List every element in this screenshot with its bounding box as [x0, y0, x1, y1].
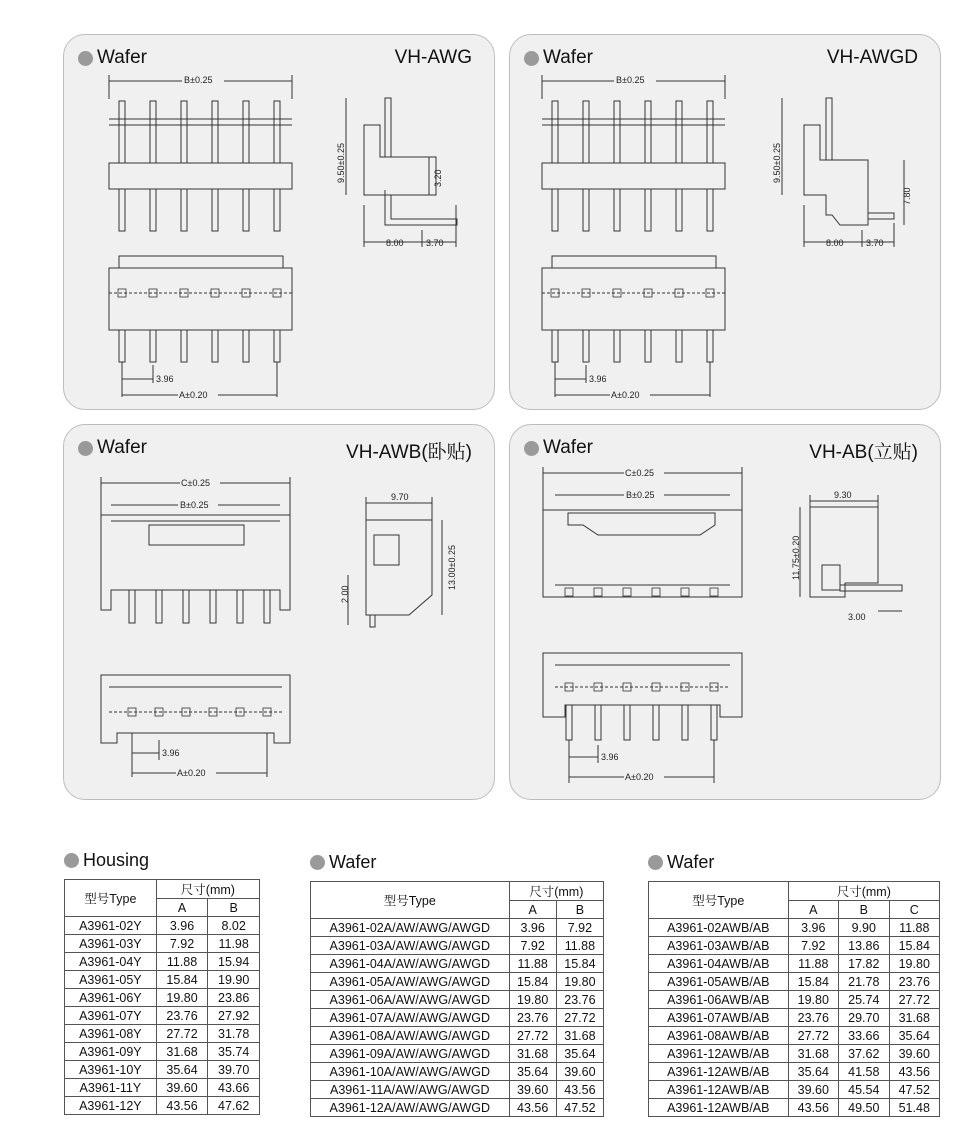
table-cell: A3961-08AWB/AB [649, 1027, 789, 1045]
table-row [65, 1007, 260, 1025]
dim-height: 13.00±0.25 [447, 545, 457, 590]
table-cell: 43.56 [788, 1099, 838, 1117]
table-cell: A3961-02A/AW/AWG/AWGD [311, 919, 510, 937]
dim-height-2: 2.00 [340, 585, 350, 603]
table-cell: 19.80 [509, 991, 556, 1009]
table-cell: 23.76 [788, 1009, 838, 1027]
dim-height: 11.75±0.20 [791, 535, 801, 580]
table-cell: A3961-12Y [65, 1097, 157, 1115]
drawing-vh-ab [510, 425, 940, 799]
dim-c: C±0.25 [625, 468, 654, 478]
table-cell: A3961-07AWB/AB [649, 1009, 789, 1027]
table-cell: A3961-11A/AW/AWG/AWGD [311, 1081, 510, 1099]
pin-row-bottom [566, 705, 717, 740]
panel-vh-ab [509, 424, 941, 800]
table-cell: 35.64 [889, 1027, 940, 1045]
table-cell: 7.92 [556, 919, 603, 937]
panel-model-name: VH-AWG [394, 47, 472, 68]
dim-b: B±0.25 [616, 75, 645, 85]
dim-a: A±0.20 [611, 390, 640, 400]
table-cell: 43.56 [889, 1063, 940, 1081]
table-row [65, 935, 260, 953]
header-body-bottom [109, 268, 292, 330]
table-cell: 27.72 [556, 1009, 603, 1027]
table-cell: 39.60 [889, 1045, 940, 1063]
bullet-icon [648, 855, 663, 870]
bullet-icon [310, 855, 325, 870]
table-cell: A3961-12AWB/AB [649, 1045, 789, 1063]
table-cell: 23.76 [156, 1007, 208, 1025]
table-cell: 3.96 [156, 917, 208, 935]
table-cell: 31.68 [156, 1043, 208, 1061]
table-row [311, 1009, 604, 1027]
table-cell: 11.88 [509, 955, 556, 973]
table-cell: 3.96 [788, 919, 838, 937]
size-header: 尺寸(mm) [788, 882, 939, 901]
table-row [311, 1081, 604, 1099]
wafer-smd-table [648, 881, 940, 1117]
table-row [649, 1045, 940, 1063]
table-cell: A3961-11Y [65, 1079, 157, 1097]
panel-title-text: Wafer [97, 437, 147, 458]
table-cell: 29.70 [839, 1009, 889, 1027]
dim-height: 9.50±0.25 [772, 143, 782, 183]
table-cell: A3961-05A/AW/AWG/AWGD [311, 973, 510, 991]
pin-row-bottom [119, 330, 280, 362]
table-cell: A3961-08A/AW/AWG/AWGD [311, 1027, 510, 1045]
dim-width-1: 8.00 [386, 238, 404, 248]
table-cell: 43.56 [156, 1097, 208, 1115]
table-row [649, 1081, 940, 1099]
dim-width-2: 3.70 [426, 238, 444, 248]
dim-c: C±0.25 [181, 478, 210, 488]
table-cell: 35.64 [788, 1063, 838, 1081]
table-row [649, 1027, 940, 1045]
table-title: Housing [83, 850, 150, 870]
table-cell: 31.68 [788, 1045, 838, 1063]
table-row [65, 1025, 260, 1043]
table-cell: A3961-10Y [65, 1061, 157, 1079]
dim-b: B±0.25 [184, 75, 213, 85]
table-cell: 15.84 [156, 971, 208, 989]
table-row [65, 1097, 260, 1115]
table-cell: A3961-04AWB/AB [649, 955, 789, 973]
header-body-top [542, 163, 725, 189]
size-header: 尺寸(mm) [509, 882, 603, 901]
table-cell: A3961-12AWB/AB [649, 1099, 789, 1117]
table-row [311, 1045, 604, 1063]
panel-title-text: Wafer [543, 47, 593, 68]
type-header: 型号Type [649, 882, 789, 919]
table-cell: A3961-02AWB/AB [649, 919, 789, 937]
drawing-vh-awgd [510, 35, 940, 409]
panel-title-text: Wafer [543, 437, 593, 458]
header-body-top [109, 163, 292, 189]
table-cell: 27.72 [889, 991, 940, 1009]
table-cell: 13.86 [839, 937, 889, 955]
table-title: Wafer [329, 852, 377, 872]
table-cell: 23.76 [509, 1009, 556, 1027]
dim-b: B±0.25 [626, 490, 655, 500]
column-header: C [889, 901, 940, 919]
table-cell: 43.66 [208, 1079, 260, 1097]
table-cell: 35.64 [509, 1063, 556, 1081]
dim-width: 9.70 [391, 492, 409, 502]
table-cell: 19.90 [208, 971, 260, 989]
table-cell: 7.92 [509, 937, 556, 955]
table-cell: 39.60 [556, 1063, 603, 1081]
table-row [311, 991, 604, 1009]
table-cell: A3961-07A/AW/AWG/AWGD [311, 1009, 510, 1027]
table-row [65, 989, 260, 1007]
table-cell: 15.84 [509, 973, 556, 991]
table-cell: 19.80 [889, 955, 940, 973]
housing-table-block [64, 850, 260, 1115]
table-cell: 39.70 [208, 1061, 260, 1079]
table-cell: 17.82 [839, 955, 889, 973]
table-cell: 43.56 [509, 1099, 556, 1117]
table-cell: A3961-05Y [65, 971, 157, 989]
table-cell: 11.88 [556, 937, 603, 955]
table-row [649, 955, 940, 973]
panel-title-text: Wafer [97, 47, 147, 68]
table-cell: 35.64 [156, 1061, 208, 1079]
dim-width-1: 8.00 [826, 238, 844, 248]
table-cell: 15.84 [556, 955, 603, 973]
table-row [65, 1061, 260, 1079]
column-header: A [509, 901, 556, 919]
table-row [65, 1079, 260, 1097]
type-header: 型号Type [65, 880, 157, 917]
housing-table [64, 879, 260, 1115]
column-header: B [839, 901, 889, 919]
table-cell: A3961-09A/AW/AWG/AWGD [311, 1045, 510, 1063]
table-cell: 37.62 [839, 1045, 889, 1063]
table-cell: 3.96 [509, 919, 556, 937]
panel-vh-awgd [509, 34, 941, 410]
dim-width: 9.30 [834, 490, 852, 500]
table-cell: 51.48 [889, 1099, 940, 1117]
panel-model-name: VH-AB(立贴) [809, 442, 918, 463]
table-cell: 31.68 [889, 1009, 940, 1027]
table-cell: 23.86 [208, 989, 260, 1007]
table-row [649, 1099, 940, 1117]
table-cell: 41.58 [839, 1063, 889, 1081]
table-cell: 23.76 [556, 991, 603, 1009]
panel-model-name: VH-AWGD [826, 47, 918, 68]
panel-vh-awg [63, 34, 495, 410]
table-row [649, 991, 940, 1009]
table-cell: 31.68 [509, 1045, 556, 1063]
table-row [649, 919, 940, 937]
table-cell: 39.60 [156, 1079, 208, 1097]
column-header: B [556, 901, 603, 919]
dim-height-2: 7.80 [902, 187, 912, 205]
table-cell: 15.84 [788, 973, 838, 991]
table-cell: 35.74 [208, 1043, 260, 1061]
table-row [65, 917, 260, 935]
table-row [649, 1063, 940, 1081]
panel-vh-awb [63, 424, 495, 800]
pin-row-bottom [552, 330, 713, 362]
table-cell: A3961-08Y [65, 1025, 157, 1043]
panel-model-name: VH-AWB(卧贴) [346, 442, 472, 463]
dim-width-2: 3.70 [866, 238, 884, 248]
table-cell: 39.60 [788, 1081, 838, 1099]
type-header: 型号Type [311, 882, 510, 919]
table-heading [310, 852, 604, 873]
table-cell: 19.80 [556, 973, 603, 991]
table-cell: A3961-07Y [65, 1007, 157, 1025]
table-cell: 23.76 [889, 973, 940, 991]
column-header: B [208, 899, 260, 917]
drawing-vh-awb [64, 425, 494, 799]
table-cell: 21.78 [839, 973, 889, 991]
table-row [311, 919, 604, 937]
table-cell: 19.80 [156, 989, 208, 1007]
size-header: 尺寸(mm) [156, 880, 259, 899]
table-cell: A3961-03AWB/AB [649, 937, 789, 955]
table-cell: A3961-04Y [65, 953, 157, 971]
table-cell: 19.80 [788, 991, 838, 1009]
dim-width-2: 3.00 [848, 612, 866, 622]
table-cell: 27.72 [509, 1027, 556, 1045]
wafer-table-block [310, 852, 604, 1117]
table-cell: 11.88 [156, 953, 208, 971]
drawing-vh-awg [64, 35, 494, 409]
table-cell: 27.72 [788, 1027, 838, 1045]
table-row [311, 1027, 604, 1045]
table-cell: 11.88 [788, 955, 838, 973]
table-cell: 7.92 [788, 937, 838, 955]
table-row [65, 953, 260, 971]
table-cell: 33.66 [839, 1027, 889, 1045]
dim-a: A±0.20 [177, 768, 206, 778]
table-cell: A3961-05AWB/AB [649, 973, 789, 991]
dim-pitch: 3.96 [601, 752, 619, 762]
table-row [311, 1099, 604, 1117]
table-cell: 47.62 [208, 1097, 260, 1115]
dim-height: 9.50±0.25 [336, 143, 346, 183]
housing-body [543, 510, 742, 597]
table-cell: 31.78 [208, 1025, 260, 1043]
table-cell: 25.74 [839, 991, 889, 1009]
dim-pitch: 3.96 [156, 374, 174, 384]
dim-pitch: 3.96 [162, 748, 180, 758]
wafer-table [310, 881, 604, 1117]
table-cell: A3961-03A/AW/AWG/AWGD [311, 937, 510, 955]
table-heading [648, 852, 940, 873]
table-cell: 7.92 [156, 935, 208, 953]
column-header: A [788, 901, 838, 919]
header-body-bottom [542, 268, 725, 330]
dim-pitch: 3.96 [589, 374, 607, 384]
table-row [311, 973, 604, 991]
table-cell: A3961-04A/AW/AWG/AWGD [311, 955, 510, 973]
table-cell: 11.98 [208, 935, 260, 953]
table-cell: 8.02 [208, 917, 260, 935]
table-cell: 47.52 [889, 1081, 940, 1099]
table-cell: 11.88 [889, 919, 940, 937]
table-heading [64, 850, 260, 871]
table-cell: A3961-03Y [65, 935, 157, 953]
table-title: Wafer [667, 852, 715, 872]
table-row [65, 1043, 260, 1061]
table-cell: 27.72 [156, 1025, 208, 1043]
table-cell: A3961-12AWB/AB [649, 1081, 789, 1099]
table-row [649, 973, 940, 991]
table-cell: 49.50 [839, 1099, 889, 1117]
table-cell: A3961-06Y [65, 989, 157, 1007]
table-cell: 15.84 [889, 937, 940, 955]
bullet-icon [64, 853, 79, 868]
pin-row [129, 590, 270, 623]
table-cell: 47.52 [556, 1099, 603, 1117]
table-cell: 9.90 [839, 919, 889, 937]
table-cell: A3961-06AWB/AB [649, 991, 789, 1009]
table-row [649, 1009, 940, 1027]
table-cell: 45.54 [839, 1081, 889, 1099]
wafer-smd-table-block [648, 852, 940, 1117]
dim-height-2: 3.20 [433, 169, 443, 187]
table-cell: A3961-10A/AW/AWG/AWGD [311, 1063, 510, 1081]
table-cell: A3961-09Y [65, 1043, 157, 1061]
column-header: A [156, 899, 208, 917]
table-row [311, 1063, 604, 1081]
dim-a: A±0.20 [625, 772, 654, 782]
dim-b: B±0.25 [180, 500, 209, 510]
table-cell: 15.94 [208, 953, 260, 971]
dim-a: A±0.20 [179, 390, 208, 400]
table-cell: A3961-12AWB/AB [649, 1063, 789, 1081]
table-cell: A3961-02Y [65, 917, 157, 935]
table-row [311, 955, 604, 973]
table-cell: A3961-12A/AW/AWG/AWGD [311, 1099, 510, 1117]
table-row [649, 937, 940, 955]
table-row [311, 937, 604, 955]
table-cell: 39.60 [509, 1081, 556, 1099]
table-cell: 31.68 [556, 1027, 603, 1045]
table-cell: 43.56 [556, 1081, 603, 1099]
table-row [65, 971, 260, 989]
table-cell: 35.64 [556, 1045, 603, 1063]
table-cell: 27.92 [208, 1007, 260, 1025]
table-cell: A3961-06A/AW/AWG/AWGD [311, 991, 510, 1009]
